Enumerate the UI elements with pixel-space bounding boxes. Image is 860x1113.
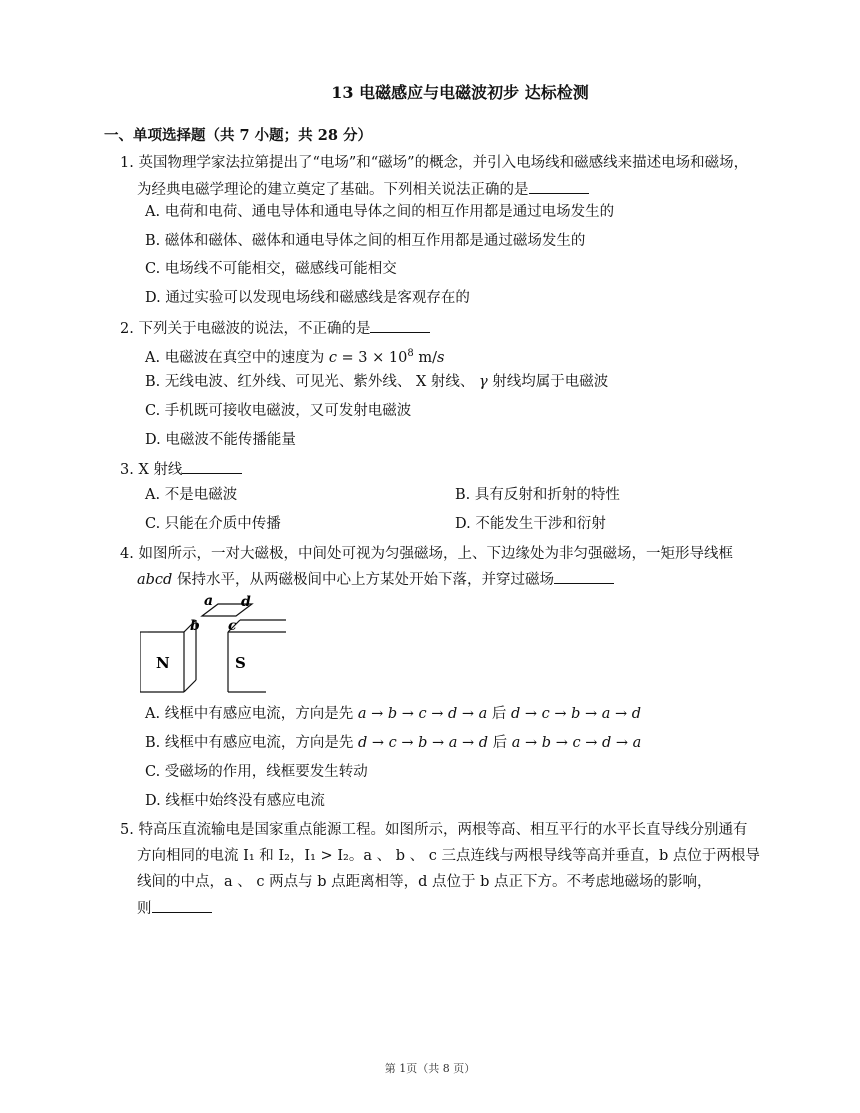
q4-option-b: B. 线框中有感应电流，方向是先 d → c → b → a → d 后 a → b → c → d → a [145,735,642,751]
frame-label-b: b [190,618,200,634]
answer-blank [370,318,430,333]
q4-option-c: C. 受磁场的作用，线框要发生转动 [145,764,368,780]
q2-option-a: A. 电磁波在真空中的速度为 $c = 3 \times 10^8$ m/s [145,348,445,366]
q2-stem: 2. 下列关于电磁波的说法，不正确的是 [120,318,430,339]
q5-stem-line2: 方向相同的电流 I₁ 和 I₂，I₁ > I₂。a 、 b 、 c 三点连线与两根导线等高并垂直，b 点位于两根导 [137,848,760,864]
answer-blank [554,569,614,584]
pole-label-s: S [235,654,246,672]
q4-stem-line2: abcd 保持水平，从两磁极间中心上方某处开始下落，并穿过磁场 [137,569,614,590]
q3-option-d: D. 不能发生干涉和衍射 [455,516,606,532]
q1-stem-line2: 为经典电磁学理论的建立奠定了基础。下列相关说法正确的是 [137,179,589,200]
q4-stem-line1: 4. 如图所示，一对大磁极，中间处可视为匀强磁场，上、下边缘处为非匀强磁场，一矩形导线框 [120,546,733,562]
q4-option-d: D. 线框中始终没有感应电流 [145,793,325,809]
answer-blank [529,179,589,194]
q1-option-c: C. 电场线不可能相交，磁感线可能相交 [145,261,397,277]
q2-option-b: B. 无线电波、红外线、可见光、紫外线、 X 射线、 γ 射线均属于电磁波 [145,374,609,390]
page-footer: 第 1页（共 8 页） [384,1062,476,1075]
q1-option-a: A. 电荷和电荷、通电导体和通电导体之间的相互作用都是通过电场发生的 [145,204,615,220]
q1-option-b: B. 磁体和磁体、磁体和通电导体之间的相互作用都是通过磁场发生的 [145,233,586,249]
magnet-frame-figure [140,592,300,696]
page-title: 13 电磁感应与电磁波初步 达标检测 [331,83,589,102]
frame-label-c: c [228,618,237,634]
q1-option-d: D. 通过实验可以发现电场线和磁感线是客观存在的 [145,290,470,306]
q3-option-c: C. 只能在介质中传播 [145,516,281,532]
q3-option-b: B. 具有反射和折射的特性 [455,487,620,503]
q2-option-c: C. 手机既可接收电磁波，又可发射电磁波 [145,403,412,419]
q4-option-a: A. 线框中有感应电流，方向是先 a → b → c → d → a 后 d → c → b → a → d [145,706,642,722]
q3-stem: 3. X 射线 [120,459,242,480]
q2-option-d: D. 电磁波不能传播能量 [145,432,296,448]
pole-label-n: N [156,654,170,672]
q5-stem-line4: 则 [137,898,212,919]
frame-label-d: d [241,594,251,610]
q5-stem-line3: 线间的中点，a 、 c 两点与 b 点距离相等，d 点位于 b 点正下方。不考虑地磁场的影响， [137,874,712,890]
q1-stem-line1: 1. 英国物理学家法拉第提出了“电场”和“磁场”的概念，并引入电场线和磁感线来描述电场和磁场， [120,155,749,171]
answer-blank [152,898,212,913]
q5-stem-line1: 5. 特高压直流输电是国家重点能源工程。如图所示，两根等高、相互平行的水平长直导线分别通有 [120,822,748,838]
frame-label-a: a [204,593,214,609]
section-heading: 一、单项选择题（共 7 小题；共 28 分） [104,127,372,144]
answer-blank [182,459,242,474]
q3-option-a: A. 不是电磁波 [145,487,238,503]
magnet-s [228,620,286,692]
magnet-n [140,620,196,692]
